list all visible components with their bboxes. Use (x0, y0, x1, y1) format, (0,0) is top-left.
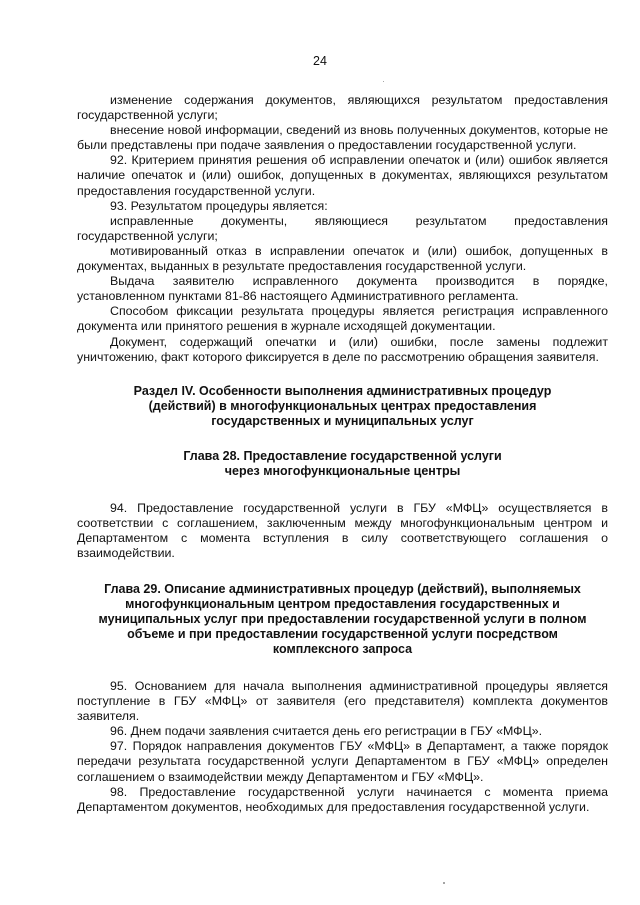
paragraph: 94. Предоставление государственной услуги в ГБУ «МФЦ» осуществляется в соответствии с соглашением, заключенным между многофункциональным центром и Департаментом с момента вступления в силу соответствующего соглашения о взаимодействии. (77, 501, 608, 561)
document-body (77, 93, 608, 815)
scan-speck (443, 882, 445, 884)
paragraph: Документ, содержащий опечатки и (или) ошибки, после замены подлежит уничтожению, факт которого фиксируется в деле по рассмотрению обращения заявителя. (77, 334, 608, 364)
heading-line: Глава 29. Описание административных процедур (действий), выполняемых (104, 581, 581, 596)
paragraph: 93. Результатом процедуры является: (110, 198, 328, 213)
paragraph: внесение новой информации, сведений из вновь полученных документов, которые не были представлены при подаче заявления о предоставлении государственной услуги. (77, 123, 608, 153)
heading-line: государственных и муниципальных услуг (211, 413, 474, 428)
paragraph: 97. Порядок направления документов ГБУ «МФЦ» в Департамент, а также порядок передачи результата государственной услуги Департаментом в ГБУ «МФЦ» определен соглашением о взаимодействии между Департаментом и ГБУ «МФЦ». (77, 739, 608, 784)
page-number: 24 (313, 54, 327, 68)
paragraph: исправленные документы, являющиеся результатом предоставления государственной услуги; (77, 213, 608, 243)
chapter-28-heading (77, 449, 608, 479)
paragraph: 95. Основанием для начала выполнения административной процедуры является поступление в ГБУ «МФЦ» от заявителя (его представителя) комплекта документов заявителя. (77, 679, 608, 724)
paragraph: Выдача заявителю исправленного документа производится в порядке, установленном пунктами 81-86 настоящего Административного регламента. (77, 274, 608, 304)
scan-speck (383, 81, 384, 82)
heading-line: комплексного запроса (272, 641, 413, 656)
heading-line: через многофункциональные центры (224, 464, 461, 479)
heading-line: многофункциональным центром предоставления государственных и (125, 596, 560, 611)
heading-line: муниципальных услуг при предоставлении государственной услуги в полном (98, 611, 587, 626)
paragraph: мотивированный отказ в исправлении опечаток и (или) ошибок, допущенных в документах, выданных в результате предоставления государственной услуги. (77, 243, 608, 274)
heading-line: объеме и при предоставлении государственной услуги посредством (127, 626, 558, 641)
heading-line: Глава 28. Предоставление государственной услуги (183, 448, 502, 463)
section-heading (77, 384, 608, 429)
heading-line: (действий) в многофункциональных центрах предоставления (148, 398, 537, 413)
heading-line: Раздел IV. Особенности выполнения административных процедур (133, 383, 552, 398)
paragraph: 92. Критерием принятия решения об исправлении опечаток и (или) ошибок является наличие опечаток и (или) ошибок, допущенных в документах, являющихся результатом предоставления государственной услуги. (77, 153, 608, 198)
paragraph: Способом фиксации результата процедуры является регистрация исправленного документа или принятого решения в журнале исходящей документации. (77, 304, 608, 334)
paragraph: 96. Днем подачи заявления считается день его регистрации в ГБУ «МФЦ». (110, 724, 543, 739)
paragraph: 98. Предоставление государственной услуги начинается с момента приема Департаментом документов, необходимых для предоставления государственной услуги. (77, 784, 608, 814)
paragraph: изменение содержания документов, являющихся результатом предоставления государственной услуги; (77, 93, 608, 123)
chapter-29-heading (77, 582, 608, 657)
